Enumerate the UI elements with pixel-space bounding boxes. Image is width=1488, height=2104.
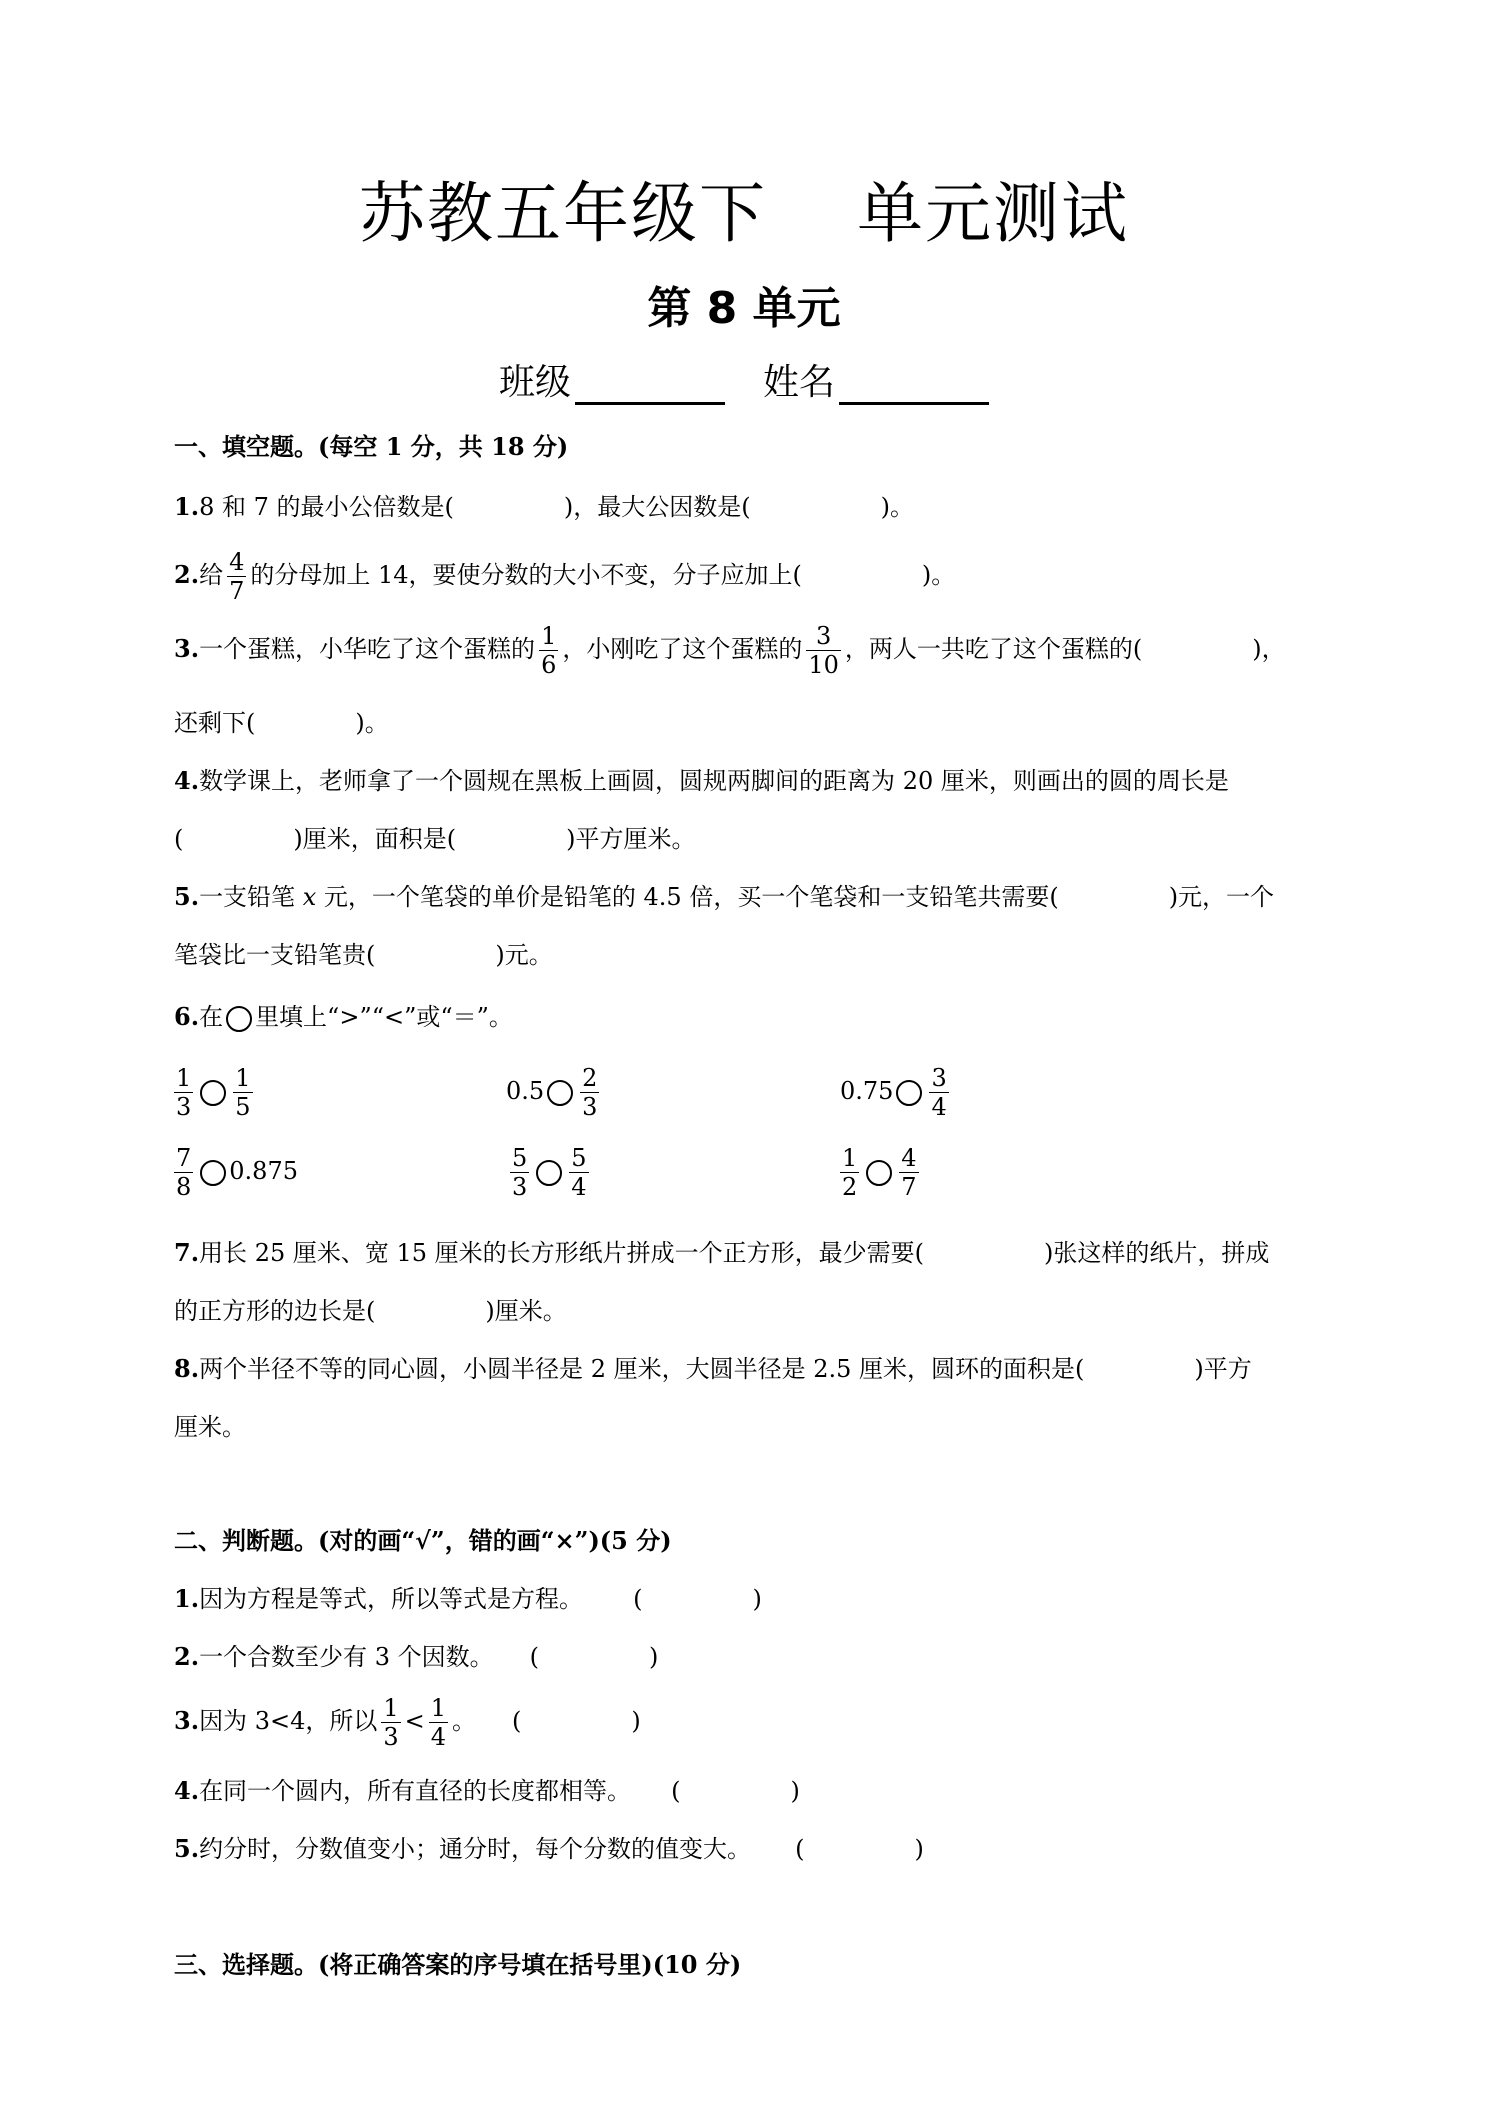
paren-right: )	[631, 1707, 641, 1735]
compare-value: 0.5	[506, 1077, 545, 1105]
section1-heading: 一、填空题。(每空 1 分，共 18 分)	[174, 432, 569, 461]
q-number: 6.	[174, 1002, 200, 1031]
s1-q4-line2	[174, 822, 695, 856]
q-text: 的正方形的边长是(	[174, 1297, 376, 1325]
s1-q2	[174, 548, 955, 605]
s2-q3	[174, 1694, 641, 1751]
q-number: 4.	[174, 766, 200, 795]
q-number: 5.	[174, 1834, 200, 1863]
fraction: $\frac{5}{4}$	[571, 1144, 587, 1201]
paren-right: )	[648, 1643, 659, 1671]
s2-q2	[174, 1640, 658, 1674]
circle-icon	[226, 1006, 252, 1032]
s1-q5	[174, 880, 1274, 914]
q-text: 在同一个圆内，所有直径的长度都相等。	[199, 1777, 632, 1805]
name-label: 姓名	[763, 362, 836, 403]
q-text: 两个半径不等的同心圆，小圆半径是 2 厘米，大圆半径是 2.5 厘米，圆环的面积是(	[199, 1355, 1085, 1383]
q-text: 的分母加上 14，要使分数的大小不变，分子应加上(	[250, 561, 802, 589]
fraction: $\frac{3}{10}$	[808, 622, 839, 679]
variable-x: x	[302, 883, 317, 911]
q-number: 5.	[174, 882, 200, 911]
fraction: $\frac{2}{3}$	[582, 1064, 598, 1121]
unit-subtitle: 第 8 单元	[647, 283, 841, 334]
q-text: ，两人一共吃了这个蛋糕的(	[844, 635, 1143, 663]
q-text: )，最大公因数是(	[563, 493, 751, 521]
class-blank[interactable]	[575, 366, 725, 405]
s1-q5-line2	[174, 938, 553, 972]
q-number: 1.	[174, 1584, 200, 1613]
class-label: 班级	[498, 362, 571, 403]
paren-left: (	[633, 1585, 643, 1613]
q-text: )。	[355, 709, 389, 737]
q-text: )平方	[1194, 1355, 1252, 1383]
fraction: $\frac{1}{5}$	[235, 1064, 251, 1121]
compare-item-5	[506, 1144, 593, 1201]
q-text: )张这样的纸片，拼成	[1044, 1239, 1270, 1267]
s2-q1	[174, 1582, 762, 1616]
q-text: )元。	[495, 941, 553, 969]
q-number: 1.	[174, 492, 200, 521]
fraction: $\frac{1}{3}$	[383, 1694, 399, 1751]
fraction: $\frac{1}{2}$	[842, 1144, 858, 1201]
section3-heading: 三、选择题。(将正确答案的序号填在括号里)(10 分)	[174, 1950, 742, 1979]
s1-q7	[174, 1236, 1269, 1270]
compare-circle[interactable]	[200, 1080, 226, 1106]
q-number: 2.	[174, 1642, 200, 1671]
q-text: )。	[880, 493, 914, 521]
compare-value: 0.75	[840, 1077, 894, 1105]
q-number: 3.	[174, 1706, 200, 1735]
s2-q4	[174, 1774, 800, 1808]
page-title	[0, 160, 1488, 255]
s1-q3	[174, 622, 1286, 679]
q-text: 一个蛋糕，小华吃了这个蛋糕的	[199, 635, 536, 663]
s1-q7-line2	[174, 1294, 567, 1328]
compare-circle[interactable]	[200, 1160, 226, 1186]
compare-item-2	[506, 1064, 603, 1121]
s1-q1	[174, 490, 914, 524]
q-text: 给	[199, 561, 224, 589]
paren-right: )	[790, 1777, 800, 1805]
q-text: )元，一个	[1168, 883, 1275, 911]
q-text: 在	[199, 1003, 224, 1031]
q-number: 7.	[174, 1238, 200, 1267]
section2-heading: 二、判断题。(对的画“√”，错的画“×”)(5 分)	[174, 1526, 672, 1555]
q-number: 4.	[174, 1776, 200, 1805]
fraction: $\frac{7}{8}$	[176, 1144, 192, 1201]
q-text: 约分时，分数值变小；通分时，每个分数的值变大。	[199, 1835, 752, 1863]
q-text: 一支铅笔	[199, 883, 296, 911]
q-number: 2.	[174, 560, 200, 589]
paren-left: (	[795, 1835, 805, 1863]
compare-item-3	[840, 1064, 953, 1121]
compare-item-6	[836, 1144, 923, 1201]
q-text: 8 和 7 的最小公倍数是(	[199, 493, 454, 521]
q-text: (	[174, 825, 184, 853]
q-text: )厘米，面积是(	[293, 825, 457, 853]
s1-q6	[174, 1000, 513, 1034]
q-text: )厘米。	[485, 1297, 567, 1325]
q-text: ，小刚吃了这个蛋糕的	[562, 635, 803, 663]
fraction: $\frac{1}{3}$	[176, 1064, 192, 1121]
s1-q8-line2	[174, 1410, 246, 1444]
fraction: $\frac{5}{3}$	[512, 1144, 528, 1201]
q-text: 因为方程是等式，所以等式是方程。	[199, 1585, 584, 1613]
q-text: 。	[452, 1707, 477, 1735]
q-text: )，	[1252, 635, 1286, 663]
s1-q8	[174, 1352, 1252, 1386]
less-than: <	[404, 1707, 425, 1735]
q-text: 还剩下(	[174, 709, 256, 737]
fraction: $\frac{4}{7}$	[229, 548, 245, 605]
name-blank[interactable]	[839, 366, 989, 405]
compare-circle[interactable]	[866, 1160, 892, 1186]
compare-item-4	[170, 1144, 298, 1201]
compare-value: 0.875	[229, 1157, 298, 1185]
fraction: $\frac{1}{4}$	[430, 1694, 447, 1751]
paren-right: )	[914, 1835, 924, 1863]
paren-right: )	[752, 1585, 762, 1613]
q-text: )。	[921, 561, 956, 589]
paren-left: (	[529, 1643, 539, 1671]
q-text: 数学课上，老师拿了一个圆规在黑板上画圆，圆规两脚间的距离为 20 厘米，则画出的圆的周长是	[199, 767, 1229, 795]
compare-item-1	[170, 1064, 257, 1121]
student-info-line	[0, 354, 1488, 405]
compare-circle[interactable]	[896, 1080, 922, 1106]
q-text: )平方厘米。	[566, 825, 696, 853]
fraction: $\frac{3}{4}$	[931, 1064, 947, 1121]
q-text: 里填上“>”“<”或“＝”。	[255, 1003, 513, 1031]
q-text: 因为 3<4，所以	[199, 1707, 378, 1735]
s2-q5	[174, 1832, 924, 1866]
fraction: $\frac{1}{6}$	[541, 622, 557, 679]
s1-q3-line2	[174, 706, 389, 740]
title-right: 单元测试	[857, 175, 1129, 252]
q-text: 一个合数至少有 3 个因数。	[199, 1643, 494, 1671]
q-text: 厘米。	[174, 1413, 246, 1441]
fraction: $\frac{4}{7}$	[901, 1144, 917, 1201]
q-text: 用长 25 厘米、宽 15 厘米的长方形纸片拼成一个正方形，最少需要(	[199, 1239, 925, 1267]
compare-circle[interactable]	[536, 1160, 562, 1186]
paren-left: (	[671, 1777, 681, 1805]
q-text: 元，一个笔袋的单价是铅笔的 4.5 倍，买一个笔袋和一支铅笔共需要(	[323, 883, 1059, 911]
compare-circle[interactable]	[547, 1080, 573, 1106]
paren-left: (	[512, 1707, 522, 1735]
title-left: 苏教五年级下	[359, 175, 767, 252]
s1-q4	[174, 764, 1229, 798]
q-number: 3.	[174, 634, 200, 663]
q-number: 8.	[174, 1354, 200, 1383]
q-text: 笔袋比一支铅笔贵(	[174, 941, 376, 969]
